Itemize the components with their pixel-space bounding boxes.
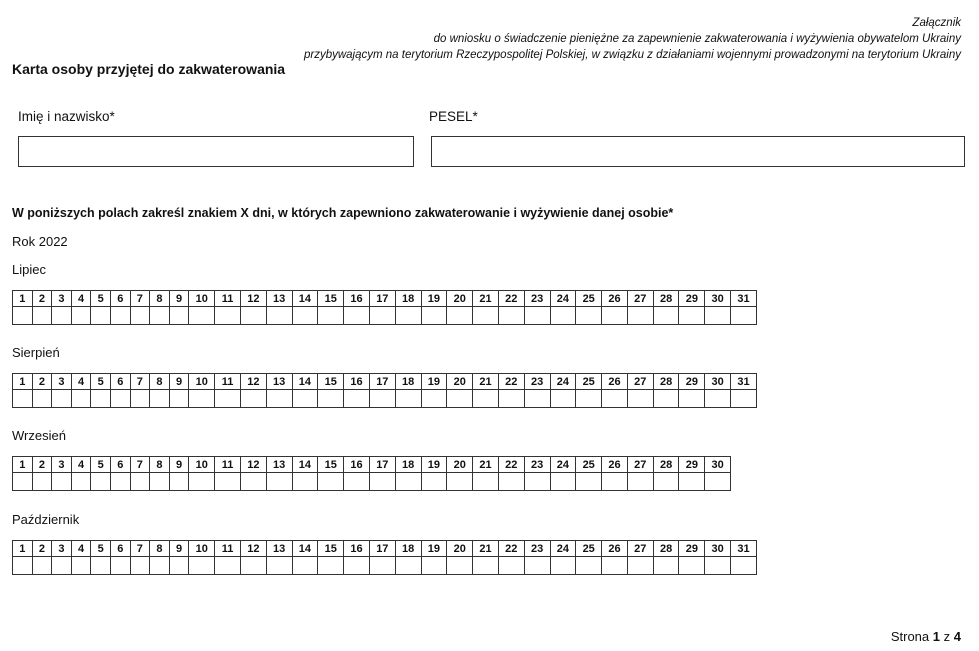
day-checkbox[interactable] (169, 390, 189, 408)
day-number: 11 (215, 457, 241, 473)
day-number: 17 (369, 291, 395, 307)
day-number: 7 (130, 374, 150, 390)
day-number: 9 (169, 541, 189, 557)
day-number: 5 (91, 541, 111, 557)
day-number: 19 (421, 457, 447, 473)
day-number: 26 (602, 291, 628, 307)
day-number: 28 (653, 291, 679, 307)
day-number: 8 (150, 541, 170, 557)
day-checkbox[interactable] (524, 390, 550, 408)
day-checkbox-row (13, 307, 757, 325)
day-number: 16 (344, 457, 370, 473)
day-checkbox[interactable] (318, 557, 344, 575)
day-checkbox[interactable] (71, 473, 91, 491)
day-number: 20 (447, 541, 473, 557)
day-number: 5 (91, 291, 111, 307)
day-number: 27 (627, 457, 653, 473)
day-number: 1 (13, 541, 33, 557)
day-number: 7 (130, 457, 150, 473)
day-number: 23 (524, 541, 550, 557)
day-checkbox[interactable] (91, 557, 111, 575)
day-checkbox[interactable] (576, 307, 602, 325)
day-checkbox[interactable] (369, 557, 395, 575)
day-grid (12, 373, 757, 408)
day-checkbox[interactable] (110, 557, 130, 575)
day-checkbox[interactable] (731, 557, 757, 575)
day-number: 10 (189, 291, 215, 307)
day-checkbox[interactable] (189, 473, 215, 491)
day-number: 14 (292, 457, 318, 473)
day-checkbox[interactable] (395, 557, 421, 575)
day-number: 16 (344, 291, 370, 307)
day-checkbox[interactable] (266, 307, 292, 325)
day-number: 4 (71, 291, 91, 307)
day-checkbox[interactable] (576, 557, 602, 575)
day-checkbox[interactable] (524, 307, 550, 325)
day-checkbox[interactable] (150, 390, 170, 408)
day-checkbox[interactable] (653, 557, 679, 575)
attachment-line-2: do wniosku o świadczenie pieniężne za zapewnienie zakwaterowania i wyżywienia obywatelom Ukrainy (433, 33, 961, 45)
day-checkbox[interactable] (344, 390, 370, 408)
day-checkbox[interactable] (240, 473, 266, 491)
day-checkbox[interactable] (705, 307, 731, 325)
day-checkbox[interactable] (447, 473, 473, 491)
page-footer (891, 629, 961, 644)
day-number: 17 (369, 457, 395, 473)
day-number: 29 (679, 457, 705, 473)
day-checkbox[interactable] (52, 473, 72, 491)
day-number: 31 (731, 291, 757, 307)
day-number: 25 (576, 291, 602, 307)
day-number: 14 (292, 291, 318, 307)
day-number: 19 (421, 374, 447, 390)
day-number: 6 (110, 374, 130, 390)
day-checkbox[interactable] (130, 473, 150, 491)
day-number: 12 (240, 374, 266, 390)
day-checkbox[interactable] (266, 473, 292, 491)
day-number: 16 (344, 541, 370, 557)
day-checkbox[interactable] (32, 307, 52, 325)
day-checkbox[interactable] (13, 473, 33, 491)
day-checkbox[interactable] (266, 557, 292, 575)
day-checkbox[interactable] (602, 557, 628, 575)
day-checkbox[interactable] (550, 390, 576, 408)
day-checkbox[interactable] (13, 557, 33, 575)
day-checkbox[interactable] (498, 473, 524, 491)
attachment-label: Załącznik (912, 17, 961, 29)
day-number: 18 (395, 291, 421, 307)
footer-separator: z (943, 629, 951, 644)
day-checkbox[interactable] (395, 473, 421, 491)
day-checkbox[interactable] (679, 473, 705, 491)
day-number: 9 (169, 457, 189, 473)
day-checkbox[interactable] (705, 390, 731, 408)
day-checkbox[interactable] (679, 390, 705, 408)
day-checkbox[interactable] (13, 307, 33, 325)
day-checkbox[interactable] (344, 473, 370, 491)
year-label: Rok 2022 (12, 234, 68, 249)
day-number: 4 (71, 374, 91, 390)
day-number: 18 (395, 457, 421, 473)
day-number: 19 (421, 291, 447, 307)
day-checkbox[interactable] (240, 390, 266, 408)
day-checkbox[interactable] (576, 390, 602, 408)
day-checkbox[interactable] (421, 473, 447, 491)
day-number: 2 (32, 291, 52, 307)
day-number: 6 (110, 291, 130, 307)
day-checkbox[interactable] (550, 557, 576, 575)
day-checkbox[interactable] (344, 557, 370, 575)
day-checkbox[interactable] (130, 390, 150, 408)
day-checkbox[interactable] (369, 473, 395, 491)
day-checkbox[interactable] (318, 390, 344, 408)
day-checkbox[interactable] (473, 390, 499, 408)
day-number-row (13, 457, 731, 473)
day-checkbox[interactable] (52, 557, 72, 575)
day-number: 1 (13, 291, 33, 307)
day-checkbox[interactable] (215, 307, 241, 325)
day-checkbox[interactable] (705, 473, 731, 491)
day-checkbox[interactable] (653, 307, 679, 325)
day-checkbox[interactable] (679, 557, 705, 575)
day-number: 30 (705, 457, 731, 473)
day-number: 9 (169, 374, 189, 390)
day-number-row (13, 291, 757, 307)
day-number: 15 (318, 291, 344, 307)
day-number: 18 (395, 374, 421, 390)
day-number: 23 (524, 457, 550, 473)
day-checkbox[interactable] (421, 307, 447, 325)
day-number: 22 (498, 541, 524, 557)
day-number: 6 (110, 541, 130, 557)
day-number: 21 (473, 291, 499, 307)
day-number: 13 (266, 457, 292, 473)
day-number: 2 (32, 457, 52, 473)
day-number: 1 (13, 374, 33, 390)
day-checkbox[interactable] (215, 390, 241, 408)
day-checkbox-row (13, 473, 731, 491)
name-label: Imię i nazwisko* (18, 109, 115, 124)
day-number-row (13, 541, 757, 557)
day-number: 23 (524, 374, 550, 390)
day-number: 18 (395, 541, 421, 557)
day-number: 3 (52, 541, 72, 557)
day-checkbox[interactable] (32, 557, 52, 575)
day-number: 11 (215, 374, 241, 390)
day-checkbox[interactable] (421, 557, 447, 575)
day-number: 26 (602, 374, 628, 390)
day-checkbox[interactable] (71, 557, 91, 575)
attachment-header (161, 15, 961, 63)
day-number: 5 (91, 457, 111, 473)
day-number: 14 (292, 541, 318, 557)
day-number: 27 (627, 541, 653, 557)
day-number-row (13, 374, 757, 390)
day-number: 28 (653, 541, 679, 557)
day-number: 20 (447, 374, 473, 390)
day-checkbox[interactable] (498, 307, 524, 325)
day-checkbox[interactable] (130, 557, 150, 575)
day-checkbox[interactable] (473, 473, 499, 491)
day-number: 12 (240, 291, 266, 307)
day-checkbox[interactable] (292, 473, 318, 491)
day-number: 20 (447, 457, 473, 473)
day-checkbox[interactable] (318, 473, 344, 491)
day-checkbox-row (13, 557, 757, 575)
day-number: 11 (215, 541, 241, 557)
day-number: 23 (524, 291, 550, 307)
day-checkbox[interactable] (91, 390, 111, 408)
day-checkbox[interactable] (110, 307, 130, 325)
day-checkbox[interactable] (240, 557, 266, 575)
day-number: 15 (318, 541, 344, 557)
day-checkbox[interactable] (369, 390, 395, 408)
day-number: 4 (71, 457, 91, 473)
day-number: 3 (52, 374, 72, 390)
day-number: 3 (52, 457, 72, 473)
day-checkbox[interactable] (627, 473, 653, 491)
day-number: 16 (344, 374, 370, 390)
day-checkbox[interactable] (498, 390, 524, 408)
day-number: 13 (266, 291, 292, 307)
day-checkbox[interactable] (266, 390, 292, 408)
day-checkbox[interactable] (627, 557, 653, 575)
day-number: 27 (627, 374, 653, 390)
day-checkbox[interactable] (395, 307, 421, 325)
footer-page-number: 1 (932, 629, 941, 644)
day-checkbox[interactable] (498, 557, 524, 575)
day-number: 10 (189, 457, 215, 473)
day-number: 21 (473, 457, 499, 473)
day-number: 17 (369, 541, 395, 557)
day-checkbox[interactable] (576, 473, 602, 491)
day-checkbox[interactable] (292, 557, 318, 575)
day-number: 7 (130, 541, 150, 557)
day-number: 12 (240, 541, 266, 557)
day-number: 26 (602, 457, 628, 473)
name-field[interactable] (18, 136, 414, 167)
day-number: 28 (653, 374, 679, 390)
day-number: 21 (473, 541, 499, 557)
day-checkbox[interactable] (240, 307, 266, 325)
day-number: 29 (679, 541, 705, 557)
day-checkbox[interactable] (653, 473, 679, 491)
day-checkbox[interactable] (318, 307, 344, 325)
day-checkbox[interactable] (215, 557, 241, 575)
day-number: 20 (447, 291, 473, 307)
pesel-label: PESEL* (429, 109, 478, 124)
day-grid (12, 290, 757, 325)
day-checkbox[interactable] (550, 307, 576, 325)
day-checkbox[interactable] (679, 307, 705, 325)
day-number: 4 (71, 541, 91, 557)
day-checkbox[interactable] (32, 473, 52, 491)
day-checkbox[interactable] (627, 307, 653, 325)
day-number: 25 (576, 541, 602, 557)
day-number: 8 (150, 374, 170, 390)
day-checkbox[interactable] (473, 307, 499, 325)
day-number: 17 (369, 374, 395, 390)
day-checkbox[interactable] (395, 390, 421, 408)
page-title: Karta osoby przyjętej do zakwaterowania (12, 61, 286, 77)
day-number: 2 (32, 374, 52, 390)
day-checkbox[interactable] (52, 307, 72, 325)
day-checkbox[interactable] (189, 557, 215, 575)
month-label: Wrzesień (12, 428, 66, 443)
day-checkbox[interactable] (215, 473, 241, 491)
day-checkbox[interactable] (447, 557, 473, 575)
day-checkbox[interactable] (169, 307, 189, 325)
day-number: 10 (189, 541, 215, 557)
day-number: 8 (150, 291, 170, 307)
day-number: 24 (550, 374, 576, 390)
day-checkbox[interactable] (550, 473, 576, 491)
day-checkbox[interactable] (292, 390, 318, 408)
day-checkbox[interactable] (150, 473, 170, 491)
day-number: 30 (705, 541, 731, 557)
day-checkbox[interactable] (110, 473, 130, 491)
day-number: 14 (292, 374, 318, 390)
day-number: 5 (91, 374, 111, 390)
day-number: 9 (169, 291, 189, 307)
day-number: 6 (110, 457, 130, 473)
day-checkbox[interactable] (602, 473, 628, 491)
day-number: 10 (189, 374, 215, 390)
day-grid (12, 540, 757, 575)
day-number: 19 (421, 541, 447, 557)
day-number: 31 (731, 541, 757, 557)
day-checkbox[interactable] (447, 390, 473, 408)
day-number: 15 (318, 457, 344, 473)
day-checkbox[interactable] (52, 390, 72, 408)
day-grid (12, 456, 731, 491)
day-number: 11 (215, 291, 241, 307)
pesel-field[interactable] (431, 136, 965, 167)
day-number: 24 (550, 457, 576, 473)
day-checkbox[interactable] (71, 307, 91, 325)
day-checkbox[interactable] (524, 473, 550, 491)
day-checkbox[interactable] (344, 307, 370, 325)
day-checkbox[interactable] (91, 473, 111, 491)
day-number: 25 (576, 457, 602, 473)
day-checkbox[interactable] (421, 390, 447, 408)
day-number: 29 (679, 374, 705, 390)
day-checkbox[interactable] (150, 557, 170, 575)
attachment-line-3: przybywającym na terytorium Rzeczypospolitej Polskiej, w związku z działaniami wojennymi prowadzonymi na terytorium Ukrainy (303, 49, 961, 61)
day-number: 25 (576, 374, 602, 390)
day-checkbox[interactable] (602, 307, 628, 325)
day-number: 31 (731, 374, 757, 390)
day-checkbox[interactable] (150, 307, 170, 325)
day-checkbox[interactable] (130, 307, 150, 325)
footer-total-pages: 4 (953, 629, 961, 644)
day-number: 24 (550, 291, 576, 307)
day-number: 29 (679, 291, 705, 307)
day-number: 24 (550, 541, 576, 557)
day-number: 28 (653, 457, 679, 473)
day-checkbox[interactable] (705, 557, 731, 575)
day-number: 26 (602, 541, 628, 557)
month-label: Październik (12, 512, 80, 527)
day-checkbox[interactable] (602, 390, 628, 408)
day-number: 8 (150, 457, 170, 473)
day-number: 12 (240, 457, 266, 473)
day-checkbox[interactable] (32, 390, 52, 408)
day-number: 15 (318, 374, 344, 390)
day-checkbox[interactable] (369, 307, 395, 325)
day-number: 22 (498, 291, 524, 307)
day-number: 13 (266, 541, 292, 557)
day-checkbox[interactable] (653, 390, 679, 408)
day-checkbox[interactable] (627, 390, 653, 408)
footer-prefix: Strona (890, 629, 930, 644)
day-checkbox[interactable] (447, 307, 473, 325)
day-checkbox[interactable] (13, 390, 33, 408)
day-checkbox[interactable] (731, 307, 757, 325)
day-checkbox[interactable] (169, 473, 189, 491)
day-checkbox[interactable] (189, 390, 215, 408)
day-number: 30 (705, 291, 731, 307)
day-number: 21 (473, 374, 499, 390)
day-number: 13 (266, 374, 292, 390)
day-checkbox[interactable] (110, 390, 130, 408)
day-number: 27 (627, 291, 653, 307)
day-number: 30 (705, 374, 731, 390)
day-number: 3 (52, 291, 72, 307)
day-number: 7 (130, 291, 150, 307)
instruction-text: W poniższych polach zakreśl znakiem X dni, w których zapewniono zakwaterowanie i wyżywienie danej osobie* (12, 206, 674, 220)
month-label: Sierpień (12, 345, 60, 360)
day-number: 1 (13, 457, 33, 473)
day-number: 2 (32, 541, 52, 557)
day-checkbox[interactable] (189, 307, 215, 325)
day-checkbox-row (13, 390, 757, 408)
day-checkbox[interactable] (292, 307, 318, 325)
day-number: 22 (498, 457, 524, 473)
day-checkbox[interactable] (91, 307, 111, 325)
day-number: 22 (498, 374, 524, 390)
day-checkbox[interactable] (71, 390, 91, 408)
day-checkbox[interactable] (524, 557, 550, 575)
day-checkbox[interactable] (169, 557, 189, 575)
day-checkbox[interactable] (731, 390, 757, 408)
month-label: Lipiec (12, 262, 46, 277)
day-checkbox[interactable] (473, 557, 499, 575)
